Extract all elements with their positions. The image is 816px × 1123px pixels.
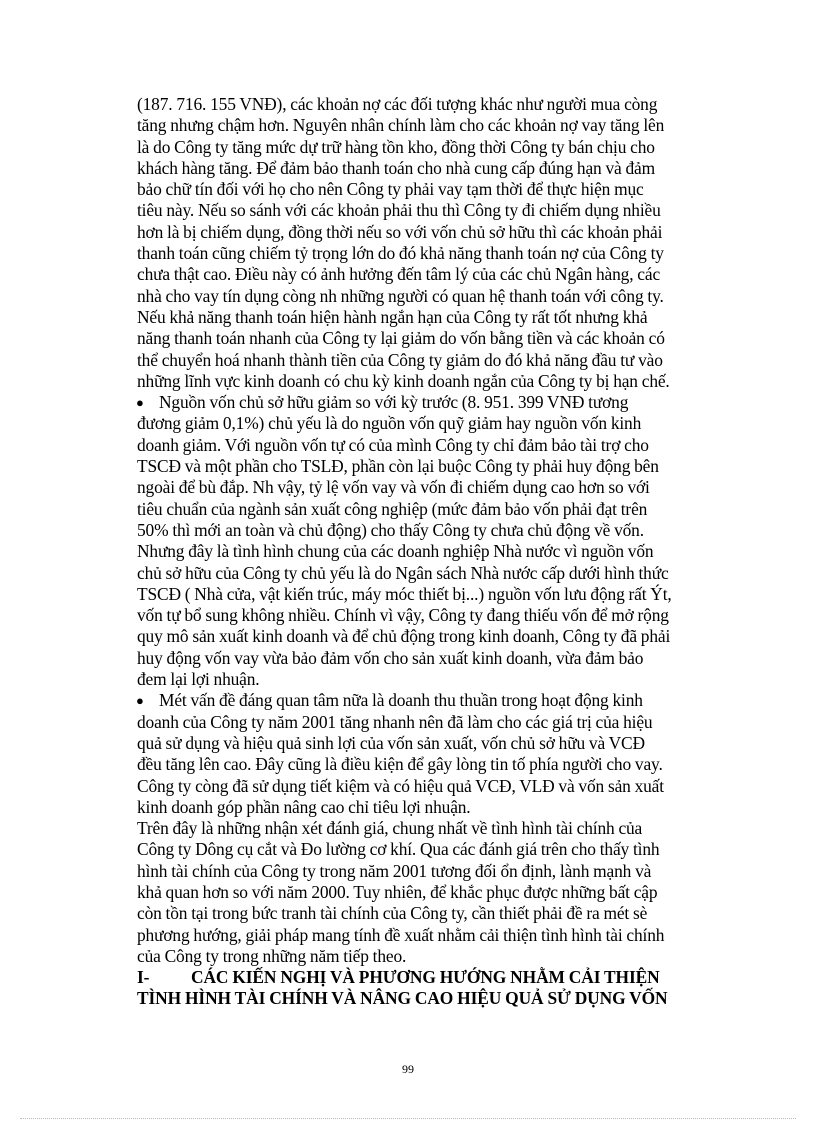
paragraph1-line: thanh toán cũng chiếm tỷ trọng lớn do đó khả năng thanh toán nợ của Công ty (137, 243, 664, 264)
bullet1-line: ngoài để bù đắp. Nh vậy, tỷ lệ vốn vay và vốn đi chiếm dụng cao hơn so với (137, 477, 650, 498)
bullet2-line: quả sử dụng và hiệu quả sinh lợi của vốn sản xuất, vốn chủ sở hữu và VCĐ (137, 732, 645, 753)
bullet2-line: kinh doanh góp phần nâng cao chỉ tiêu lợi nhuận. (137, 796, 471, 817)
paragraph1-line: Nếu khả năng thanh toán hiện hành ngắn hạn của Công ty rất tốt nhưng khả (137, 306, 648, 327)
bullet2-line: Công ty còng đã sử dụng tiết kiệm và có hiệu quả VCĐ, VLĐ và vốn sản xuất (137, 775, 664, 796)
heading-line-1: CÁC KIẾN NGHỊ VÀ PHƯƠNG HƯỚNG NHẰM CẢI THIỆN (191, 967, 660, 988)
bullet1-line: đem lại lợi nhuận. (137, 669, 260, 690)
paragraph1-line: nhà cho vay tín dụng còng nh những người có quan hệ thanh toán với công ty. (137, 285, 664, 306)
bullet1-line: tiêu chuẩn của ngành sản xuất công nghiệp (mức đảm bảo vốn phải đạt trên (137, 498, 648, 519)
paragraph2-line: hình tài chính của Công ty trong năm 2001 tương đối ổn định, lành mạnh và (137, 860, 652, 881)
paragraph2-line: Công ty Dông cụ cắt và Đo lường cơ khí. Qua các đánh giá trên cho thấy tình (137, 839, 660, 860)
page-number: 99 (402, 1062, 414, 1076)
bullet1-line: chủ sở hữu của Công ty chủ yếu là do Ngân sách Nhà nước cấp dưới hình thức (137, 562, 669, 583)
paragraph1-line: những lĩnh vực kinh doanh có chu kỳ kinh doanh ngắn của Công ty bị hạn chế. (137, 370, 670, 391)
bullet1-line: Nguồn vốn chủ sở hữu giảm so với kỳ trước (8. 951. 399 VNĐ tương (159, 392, 629, 413)
page-body (137, 94, 737, 1010)
paragraph2-line: khả quan hơn so với năm 2000. Tuy nhiên, để khắc phục được những bất cập (137, 881, 658, 902)
bullet1-line: doanh giảm. Với nguồn vốn tự có của mình Công ty chỉ đảm bảo tài trợ cho (137, 434, 649, 455)
paragraph2-line: Trên đây là những nhận xét đánh giá, chung nhất về tình hình tài chính của (137, 818, 643, 839)
page-bottom-rule (20, 1118, 796, 1119)
paragraph2-line: của Công ty trong những năm tiếp theo. (137, 945, 407, 966)
bullet-icon: ● (136, 395, 144, 411)
paragraph1-line: là do Công ty tăng mức dự trữ hàng tồn kho, đồng thời Công ty bán chịu cho (137, 136, 655, 157)
paragraph1-line: khách hàng tăng. Để đảm bảo thanh toán cho nhà cung cấp đúng hạn và đảm (137, 157, 655, 178)
heading-number: I- (137, 967, 150, 988)
paragraph2-line: còn tồn tại trong bức tranh tài chính của Công ty, cần thiết phải đề ra mét sè (137, 903, 648, 924)
bullet1-line: huy động vốn vay vừa bảo đảm vốn cho sản xuất kinh doanh, vừa đảm bảo (137, 647, 644, 668)
paragraph-2 (137, 818, 737, 967)
paragraph1-line: tiêu này. Nếu so sánh với các khoản phải thu thì Công ty đi chiếm dụng nhiều (137, 200, 661, 221)
bullet2-line: doanh của Công ty năm 2001 tăng nhanh nên đã làm cho các giá trị của hiệu (137, 711, 653, 732)
paragraph1-line: thể chuyển hoá nhanh thành tiền của Công ty giảm do đó khả năng đầu tư vào (137, 349, 663, 370)
bullet1-line: quy mô sản xuất kinh doanh và để chủ động trong kinh doanh, Công ty đã phải (137, 626, 671, 647)
paragraph1-line: chưa thật cao. Điều này có ảnh hưởng đến tâm lý của các chủ Ngân hàng, các (137, 264, 661, 285)
bullet-item-2 (137, 690, 737, 818)
bullet-icon: ● (136, 693, 144, 709)
heading-line-2: TÌNH HÌNH TÀI CHÍNH VÀ NÂNG CAO HIỆU QUẢ SỬ DỤNG VỐN (137, 988, 668, 1009)
paragraph1-line: tăng nhưng chậm hơn. Nguyên nhân chính làm cho các khoản nợ vay tăng lên (137, 115, 665, 136)
bullet1-line: TSCĐ ( Nhà cửa, vật kiến trúc, máy móc thiết bị...) nguồn vốn lưu động rất Ýt, (137, 583, 672, 604)
paragraph1-line: (187. 716. 155 VNĐ), các khoản nợ các đối tượng khác như người mua còng (137, 94, 658, 114)
paragraph1-line: bảo chữ tín đối với họ cho nên Công ty phải vay tạm thời để thực hiện mục (137, 179, 644, 200)
paragraph-1 (137, 94, 737, 392)
bullet1-line: Nhưng đây là tình hình chung của các doanh nghiệp Nhà nước vì nguồn vốn (137, 541, 654, 562)
bullet1-line: vốn tự bổ sung không nhiều. Chính vì vậy, Công ty đang thiếu vốn để mở rộng (137, 605, 669, 626)
paragraph2-line: phương hướng, giải pháp mang tính đề xuất nhằm cải thiện tình hình tài chính (137, 924, 665, 945)
section-heading (137, 967, 737, 1010)
paragraph1-line: hơn là bị chiếm dụng, đồng thời nếu so với vốn chủ sở hữu thì các khoản phải (137, 221, 663, 242)
bullet1-line: đương giảm 0,1%) chủ yếu là do nguồn vốn quỹ giảm hay nguồn vốn kinh (137, 413, 642, 434)
bullet2-line: đều tăng lên cao. Đây cũng là điều kiện để gây lòng tin tố phía người cho vay. (137, 754, 663, 775)
bullet1-line: 50% thì mới an toàn và chủ động) cho thấy Công ty chưa chủ động về vốn. (137, 519, 644, 540)
bullet2-line: Mét vấn đề đáng quan tâm nữa là doanh thu thuần trong hoạt động kinh (159, 690, 643, 711)
bullet-item-1 (137, 392, 737, 690)
bullet1-line: TSCĐ và một phần cho TSLĐ, phần còn lại buộc Công ty phải huy động bên (137, 456, 659, 477)
paragraph1-line: năng thanh toán nhanh của Công ty lại giảm do vốn bằng tiền và các khoản có (137, 328, 665, 349)
